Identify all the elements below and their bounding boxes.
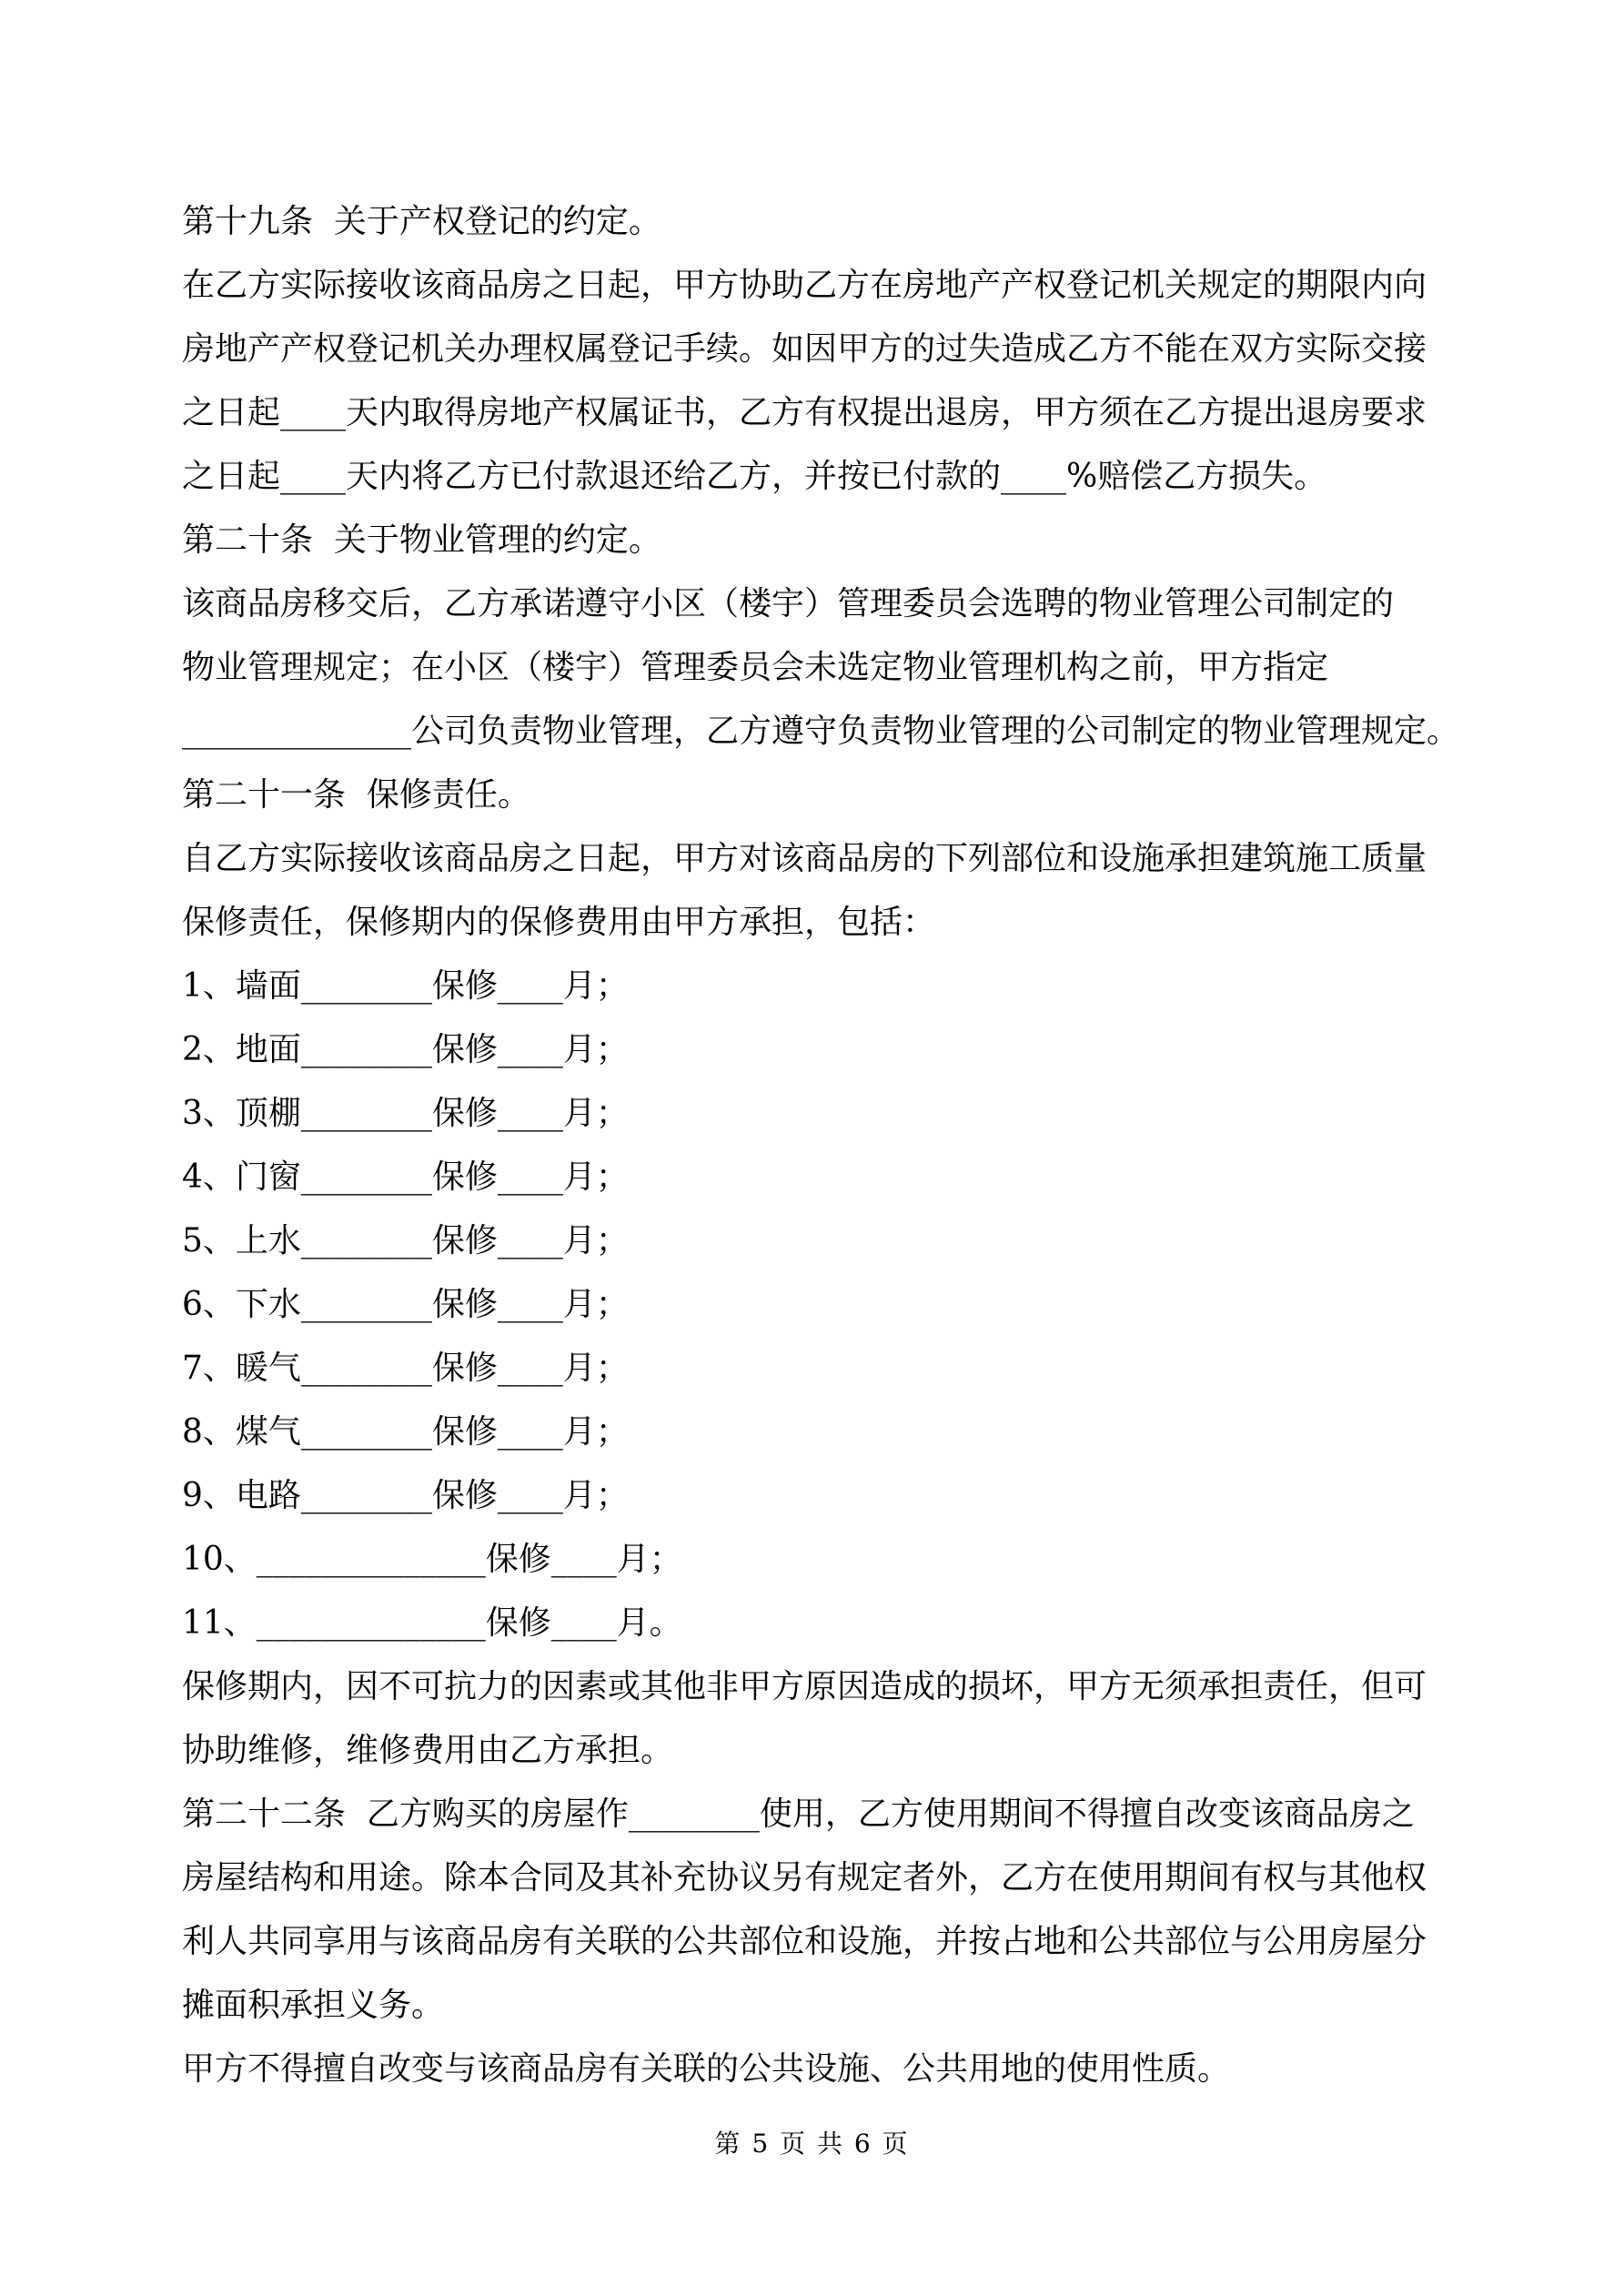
document-line: 协助维修，维修费用由乙方承担。 [182,1732,674,1769]
document-line: 6、下水________保修____月； [182,1286,629,1323]
document-line: 2、地面________保修____月； [182,1031,629,1068]
document-line: 保修责任，保修期内的保修费用由甲方承担，包括： [182,904,936,941]
document-line: 物业管理规定；在小区（楼宇）管理委员会未选定物业管理机构之前，甲方指定 [182,649,1329,686]
document-line: 该商品房移交后，乙方承诺遵守小区（楼宇）管理委员会选聘的物业管理公司制定的 [182,585,1395,622]
page-footer: 第 5 页 共 6 页 [714,2129,910,2159]
document-line: 摊面积承担义务。 [182,1987,445,2024]
document-line: 之日起____天内将乙方已付款退还给乙方，并按已付款的____%赔偿乙方损失。 [182,458,1327,495]
document-body [182,190,1474,2101]
document-line: 10、______________保修____月； [182,1541,682,1578]
document-line: 5、上水________保修____月； [182,1222,629,1259]
document-line: 之日起____天内取得房地产权属证书，乙方有权提出退房，甲方须在乙方提出退房要求 [182,394,1427,431]
document-line: 保修期内，因不可抗力的因素或其他非甲方原因造成的损坏，甲方无须承担责任，但可 [182,1668,1427,1705]
document-line: 第二十一条 保修责任。 [182,776,530,814]
document-line: 1、墙面________保修____月； [182,967,629,1005]
document-line: 第十九条 关于产权登记的约定。 [182,203,661,240]
document-line: 8、煤气________保修____月； [182,1413,629,1451]
document-line: 在乙方实际接收该商品房之日起，甲方协助乙方在房地产产权登记机关规定的期限内向 [182,267,1427,304]
document-line: 利人共同享用与该商品房有关联的公共部位和设施，并按占地和公共部位与公用房屋分 [182,1923,1427,1960]
document-line: 第二十二条 乙方购买的房屋作________使用，乙方使用期间不得擅自改变该商品房之 [182,1795,1415,1833]
document-line: 自乙方实际接收该商品房之日起，甲方对该商品房的下列部位和设施承担建筑施工质量 [182,840,1427,877]
document-line: 房屋结构和用途。除本合同及其补充协议另有规定者外，乙方在使用期间有权与其他权 [182,1859,1427,1896]
document-line: 11、______________保修____月。 [182,1604,682,1642]
document-line: 7、暖气________保修____月； [182,1350,629,1387]
document-line: ______________公司负责物业管理，乙方遵守负责物业管理的公司制定的物业管理规定。 [182,713,1460,750]
document-line: 房地产产权登记机关办理权属登记手续。如因甲方的过失造成乙方不能在双方实际交接 [182,330,1427,368]
document-line: 第二十条 关于物业管理的约定。 [182,521,661,559]
document-line: 9、电路________保修____月； [182,1477,629,1514]
document-line: 3、顶棚________保修____月； [182,1095,629,1132]
document-line: 甲方不得擅自改变与该商品房有关联的公共设施、公共用地的使用性质。 [182,2050,1231,2088]
document-line: 4、门窗________保修____月； [182,1158,629,1196]
